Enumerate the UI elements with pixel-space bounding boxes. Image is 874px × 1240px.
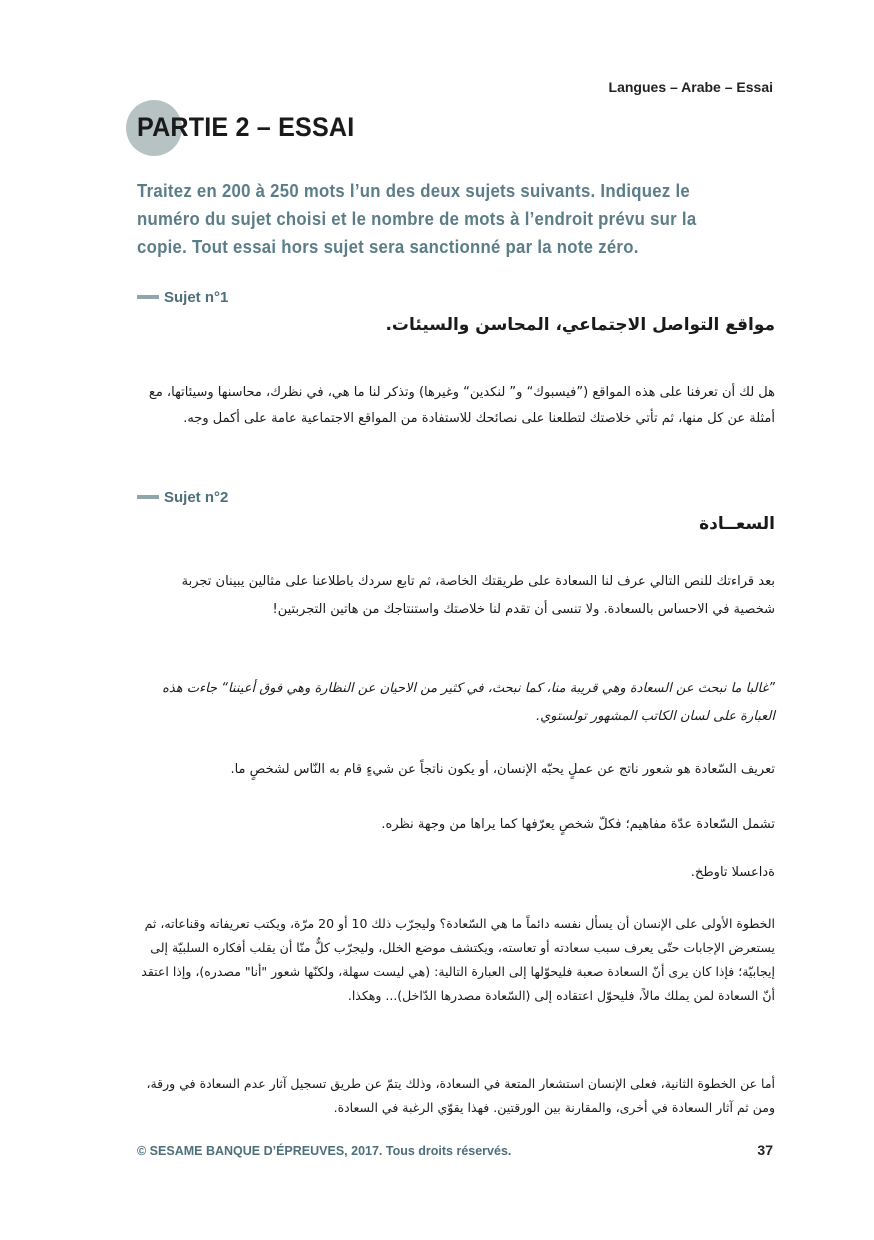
subject-1-title: مواقع التواصل الاجتماعي، المحاسن والسيئات. xyxy=(385,315,775,335)
page-title: PARTIE 2 – ESSAI xyxy=(137,112,355,142)
subject-1-label xyxy=(137,289,228,306)
subject-1-label-text: Sujet n°1 xyxy=(164,289,229,306)
subject-2-steps-heading: .ةداعسلا تاوطخ xyxy=(690,865,775,880)
header-label: Langues – Arabe – Essai xyxy=(608,79,773,95)
subject-2-title: السعــادة xyxy=(699,514,775,534)
subject-2-intro: بعد قراءتك للنص التالي عرف لنا السعادة على طريقتك الخاصة، ثم تابع سردك باطلاعنا على مثالين يبينان تجربة شخصية في الاحساس بالسعادة. ولا تنسى أن تقدم لنا خلاصتك واستنتاجك من هاتين التجربتين! xyxy=(181,574,775,617)
footer-page-number: 37 xyxy=(757,1142,773,1158)
subject-2-definition: تعريف السّعادة هو شعور ناتج عن عملٍ يحبّه الإنسان، أو يكون ناتجاً عن شيءٍ قام به النّاس لشخصٍ ما. xyxy=(230,762,775,777)
subject-2-step-1: الخطوة الأولى على الإنسان أن يسأل نفسه دائماً ما هي السّعادة؟ وليجرّب ذلك 10 أو 20 مرّة، ويكتب تعريفاته وقناعاته، ثم يستعرض الإجابات حتّى يعرف سبب سعادته أو تعاسته، ويكتشف موضع الخلل، وليجرّب كلٌّ منّا أن يقلب أفكاره السلبيّة إلى إيجابيّة؛ فإذا كان يرى أنّ السعادة صعبة فليحوّلها إلى العبارة التالية: (هي ليست سهلة، ولكنّها شعور "أنا" مصدره)، وإذا اعتقد أنّ السعادة لمن يملك مالاً، فليحوّل اعتقاده إلى (السّعادة مصدرها الدّاخل)... وهكذا. xyxy=(141,916,775,1003)
subject-bar-icon xyxy=(137,295,159,299)
subject-2-quote: ”غالبا ما نبحث عن السعادة وهي قريبة منا، كما نبحث، في كثير من الاحيان عن النظارة وهي فوق أعيننا“ جاءت هذه العبارة على لسان الكاتب المشهور تولستوي. xyxy=(162,681,775,724)
subject-2-label xyxy=(137,489,228,506)
subject-1-body: هل لك أن تعرفنا على هذه المواقع (”فيسبوك“ و” لنكدين“ وغيرها) وتذكر لنا ما هي، في نظرك، محاسنها وسيئاتها، مع أمثلة عن كل منها، ثم تأتي خلاصتك لتطلعنا على نصائحك للاستفادة من المواقع الاجتماعية عامة على أكمل وجه. xyxy=(148,385,775,426)
instructions-text: Traitez en 200 à 250 mots l’un des deux sujets suivants. Indiquez le numéro du sujet choisi et le nombre de mots à l’endroit prévu sur la copie. Tout essai hors sujet sera sanctionné par la note zéro. xyxy=(137,181,697,257)
subject-2-step-2: أما عن الخطوة الثانية، فعلى الإنسان استشعار المتعة في السعادة، وذلك يتمّ عن طريق تسجيل آثار عدم السعادة في ورقة، ومن ثم آثار السعادة في أخرى، والمقارنة بين الورقتين. فهذا يقوّي الرغبة في السعادة. xyxy=(146,1076,775,1115)
subject-bar-icon xyxy=(137,495,159,499)
subject-2-label-text: Sujet n°2 xyxy=(164,489,229,506)
subject-2-concepts: تشمل السّعادة عدّة مفاهيم؛ فكلّ شخصٍ يعرّفها كما يراها من وجهة نظره. xyxy=(381,817,775,832)
footer-copyright: © SESAME BANQUE D’ÉPREUVES, 2017. Tous droits réservés. xyxy=(137,1144,512,1158)
